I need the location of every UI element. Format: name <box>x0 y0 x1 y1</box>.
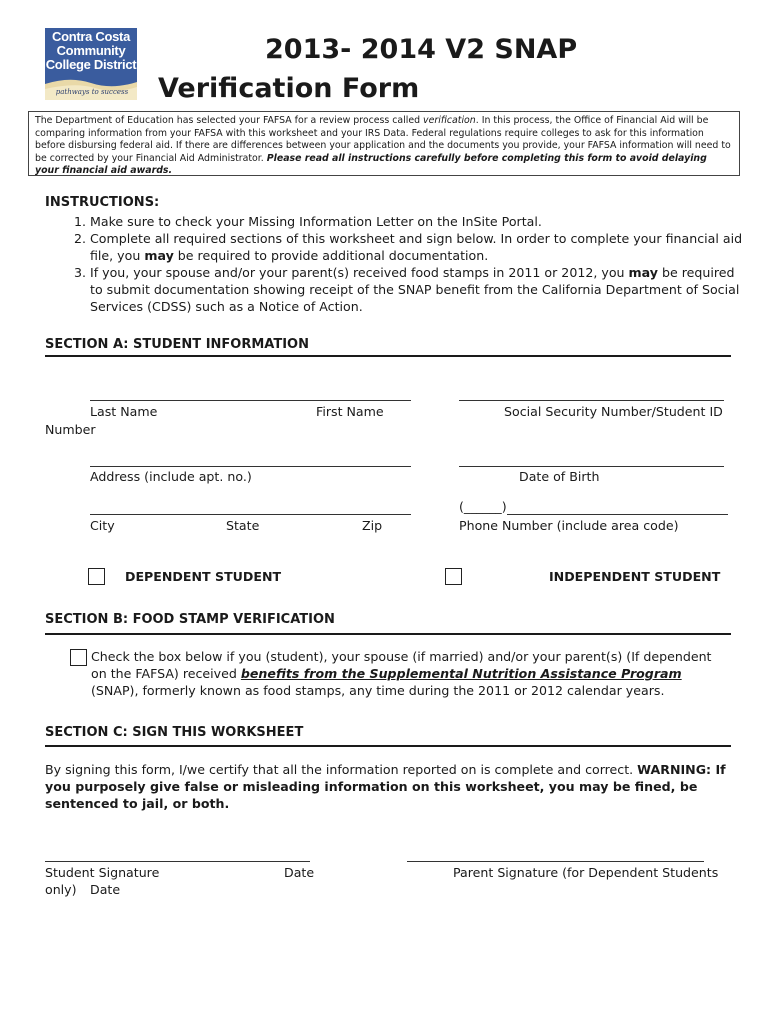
snap-statement: Check the box below if you (student), your spouse (if married) and/or your parent(s) (If dependent on the FAFSA) received benefits from the Supplemental Nutrition Assistance Program (SNAP), formerly known as food stamps, any time during the 2011 or 2012 calendar years. <box>91 649 712 698</box>
intro-notice-box: The Department of Education has selected your FAFSA for a review process called verification. In this process, the Office of Financial Aid will be comparing information from your FAFSA with this worksheet and your IRS Data. Federal regulations require colleges to ask for this information before disbursing federal aid. If there are differences between your application and the documents you provide, your FAFSA information will need to be corrected by your Financial Aid Administrator. Please read all instructions carefully before completing this form to avoid delaying your financial aid awards. <box>28 111 740 176</box>
instructions-list <box>68 213 750 315</box>
phone-area-code-prefix: (______) <box>459 499 507 514</box>
student-signature-line[interactable] <box>45 861 310 862</box>
section-c-divider <box>45 745 731 747</box>
section-b-heading: SECTION B: FOOD STAMP VERIFICATION <box>45 612 335 627</box>
parent-signature-label-continued: only) <box>45 882 77 897</box>
student-signature-label: Student Signature <box>45 865 160 880</box>
ssn-field-line[interactable] <box>459 400 724 401</box>
logo-text: Contra Costa Community College District <box>45 29 137 72</box>
instruction-item: 2. Complete all required sections of this worksheet and sign below. In order to complete your financial aid file, you may be required to provide additional documentation. <box>90 230 750 264</box>
parent-signature-line[interactable] <box>407 861 704 862</box>
dependent-student-checkbox[interactable] <box>88 568 105 585</box>
last-name-label: Last Name <box>90 404 158 419</box>
dependent-student-label: DEPENDENT STUDENT <box>125 569 282 584</box>
ssn-label-continued: Number <box>45 422 96 437</box>
logo-wave-graphic <box>45 74 137 100</box>
form-title-line2: Verification Form <box>158 73 420 104</box>
snap-benefits-checkbox[interactable] <box>70 649 87 666</box>
address-field-line[interactable] <box>90 466 411 467</box>
dob-label: Date of Birth <box>519 469 600 484</box>
student-date-label: Date <box>284 865 315 880</box>
ssn-label: Social Security Number/Student ID <box>504 404 723 419</box>
first-name-label: First Name <box>316 404 384 419</box>
phone-field-line[interactable] <box>507 514 728 515</box>
snap-program-link[interactable]: benefits from the Supplemental Nutrition Assistance Program <box>240 666 682 681</box>
city-label: City <box>90 518 115 533</box>
name-field-line[interactable] <box>90 400 411 401</box>
section-a-divider <box>45 355 731 357</box>
form-title-line1: 2013- 2014 V2 SNAP <box>265 34 578 65</box>
dob-field-line[interactable] <box>459 466 724 467</box>
college-logo <box>45 28 137 100</box>
independent-student-label: INDEPENDENT STUDENT <box>549 569 721 584</box>
section-b-divider <box>45 633 731 635</box>
section-c-heading: SECTION C: SIGN THIS WORKSHEET <box>45 725 304 740</box>
city-state-zip-field-line[interactable] <box>90 514 411 515</box>
instruction-item: 1. Make sure to check your Missing Information Letter on the InSite Portal. <box>90 213 750 230</box>
parent-signature-label: Parent Signature (for Dependent Students <box>453 865 719 880</box>
independent-student-checkbox[interactable] <box>445 568 462 585</box>
phone-label: Phone Number (include area code) <box>459 518 679 533</box>
section-a-heading: SECTION A: STUDENT INFORMATION <box>45 337 309 352</box>
parent-date-label: Date <box>90 882 121 897</box>
instruction-item: 3. If you, your spouse and/or your parent(s) received food stamps in 2011 or 2012, you may be required to submit documentation showing receipt of the SNAP benefit from the California Department of Social Services (CDSS) such as a Notice of Action. <box>90 264 750 315</box>
address-label: Address (include apt. no.) <box>90 469 252 484</box>
state-label: State <box>226 518 260 533</box>
certification-statement: By signing this form, I/we certify that all the information reported on is complete and correct. WARNING: If you purposely give false or misleading information on this worksheet, you may be fined, be sentenced to jail, or both. <box>45 762 726 811</box>
logo-tagline: pathways to success <box>55 88 129 96</box>
instructions-heading: INSTRUCTIONS: <box>45 195 160 210</box>
zip-label: Zip <box>362 518 383 533</box>
